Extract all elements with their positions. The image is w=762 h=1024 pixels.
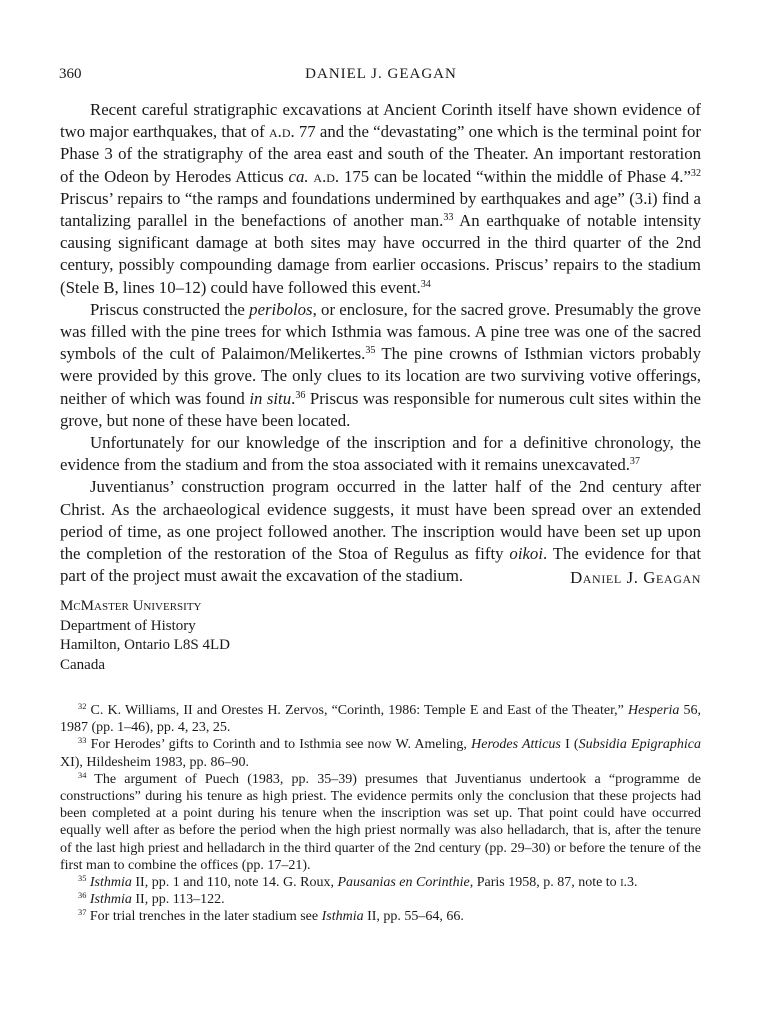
footnote-number: 32 — [78, 701, 87, 711]
text-run: Priscus was responsible for numerous cult sites within the grove, but none of these have been located. — [60, 388, 701, 430]
text-run: , or enclosure, for the sacred grove. Presumably the grove was filled with the pine trees for which Isthmia was famous. A pine tree was one of the sacred symbols of the cult of Palaimon/Melikertes. — [60, 299, 701, 364]
italic-title: Isthmia — [89, 875, 132, 891]
author-signature: Daniel J. Geagan — [570, 568, 701, 587]
text-run: Recent careful stratigraphic excavations at Ancient Corinth itself have shown evidence of two major earthquakes, that of — [60, 100, 701, 142]
italic-title: Pausanias en Corinthie — [337, 875, 470, 891]
text-run: For trial trenches in the later stadium see — [86, 909, 322, 925]
text-run: Priscus’ repairs to “the ramps and foundations undermined by earthquakes and age” (3.i) find a tantalizing parallel in the benefactions of another man. — [60, 188, 701, 231]
italic-title: Hesperia — [628, 703, 680, 718]
footnote — [60, 891, 701, 908]
italic-title: Subsidia Epigraphica — [578, 737, 702, 753]
footnote — [60, 908, 701, 925]
running-head: DANIEL J. GEAGAN — [305, 66, 457, 82]
italic-term: in situ — [249, 388, 292, 408]
text-run: II, pp. 113–122. — [131, 892, 225, 908]
footnote-ref[interactable]: 37 — [629, 456, 640, 468]
footnote-number: 35 — [78, 874, 87, 883]
footnote-ref[interactable]: 35 — [365, 345, 376, 357]
text-run: Juventianus’ construction program occurred in the latter half of the 2nd century after Christ. As the archaeological evidence suggests, it must have been spread over an extended period of time, as one project followed another. The inscription would have been set up upon the completion of the restoration of the Stoa of Regulus as fifty — [60, 477, 701, 564]
italic-title: Herodes Atticus — [471, 737, 561, 753]
address-line: Hamilton, Ontario L8S 4LD — [60, 637, 230, 653]
author-address — [60, 597, 230, 675]
text-run: , Paris 1958, p. 87, note to — [469, 875, 621, 891]
footnote — [60, 736, 701, 770]
text-run: The argument of Puech (1983, pp. 35–39) presumes that Juventianus undertook a “programme de constructions” during his tenure as high priest. The evidence permits only the conclusion that these projects had been completed at a point during his tenure when the inscription was set up. That point could have occurred equally well after as before the period when the high priest normally was also helladarch, that is, after the tenure of the last high priest and helladarch in the third quarter of the 2nd century (pp. 29–30) or before the tenure of the first man to combine the offices (pp. 17–21). — [60, 771, 701, 873]
paragraph — [60, 432, 701, 476]
text-run: 175 can be located “within the middle of Phase 4.” — [339, 166, 691, 186]
text-run: C. K. Williams, II and Orestes H. Zervos, “Corinth, 1986: Temple E and East of the Theater,” — [86, 703, 629, 718]
paragraph — [60, 99, 701, 299]
footnote — [60, 771, 701, 874]
footnote-ref[interactable]: 36 — [295, 389, 306, 401]
era-abbreviation: a.d. — [268, 122, 295, 142]
body-text — [60, 99, 701, 587]
address-line: Canada — [60, 656, 105, 673]
text-run: . The evidence for that part of the project must await the excavation of the stadium. — [60, 544, 701, 586]
footnote-number: 33 — [78, 736, 87, 746]
text-run: . — [291, 388, 296, 408]
era-abbreviation: a.d. — [313, 166, 340, 186]
address-line: Department of History — [60, 617, 196, 634]
footnote-ref[interactable]: 32 — [690, 167, 701, 179]
text-run: i — [620, 875, 624, 891]
italic-term: peribolos — [249, 299, 313, 319]
text-run: .3. — [623, 875, 638, 891]
text-run: II, pp. 1 and 110, note 14. G. Roux, — [131, 875, 338, 891]
page-number: 360 — [59, 66, 82, 82]
footnotes — [60, 702, 701, 926]
footnote — [60, 874, 701, 891]
text-run: Priscus constructed the — [90, 299, 250, 319]
text-run: Unfortunately for our knowledge of the inscription and for a definitive chronology, the evidence from the stadium and from the stoa associated with it remains unexcavated. — [60, 433, 701, 475]
footnote-number: 34 — [78, 770, 87, 780]
footnote-ref[interactable]: 33 — [443, 211, 454, 223]
text-run: The pine crowns of Isthmian victors probably were provided by this grove. The only clues to its location are two surviving votive offerings, neither of which was found — [60, 344, 701, 408]
footnote — [60, 702, 701, 736]
text-run: II, pp. 55–64, 66. — [363, 909, 464, 925]
italic-term: ca. — [288, 166, 309, 186]
text-run: An earthquake of notable intensity causing significant damage at both sites may have occurred in the third quarter of the 2nd century, possibly compounding damage from earlier occasions. Priscus’ repairs to the stadium (Stele B, lines 10–12) could have followed this event. — [60, 211, 701, 297]
text-run: For Herodes’ gifts to Corinth and to Isthmia see now W. Ameling, — [86, 737, 472, 753]
italic-title: Isthmia — [321, 909, 364, 925]
italic-term: oikoi — [509, 544, 543, 564]
paragraph — [60, 299, 701, 432]
text-run: 77 and the “devastating” one which is the terminal point for Phase 3 of the stratigraphy of the area east and south of the Theater. An important restoration of the Odeon by Herodes Atticus — [60, 122, 701, 186]
address-institution: McMaster University — [60, 598, 202, 614]
footnote-number: 36 — [78, 891, 87, 901]
footnote-number: 37 — [78, 908, 87, 918]
text-run: 56, 1987 (pp. 1–46), pp. 4, 23, 25. — [60, 703, 701, 736]
text-run: XI), Hildesheim 1983, pp. 86–90. — [60, 754, 249, 770]
footnote-ref[interactable]: 34 — [420, 278, 431, 290]
text-run: I ( — [560, 737, 579, 753]
italic-title: Isthmia — [89, 892, 132, 908]
